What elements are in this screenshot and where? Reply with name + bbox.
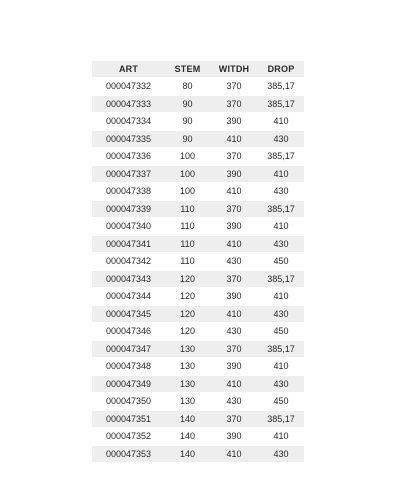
- cell-width: 390: [210, 358, 258, 376]
- cell-art: 000047338: [92, 183, 165, 201]
- cell-width: 390: [210, 165, 258, 183]
- cell-stem: 110: [165, 218, 210, 236]
- cell-stem: 120: [165, 288, 210, 306]
- table-row: [92, 78, 304, 96]
- cell-width: 410: [210, 130, 258, 148]
- cell-stem: 140: [165, 445, 210, 463]
- cell-art: 000047349: [92, 375, 165, 393]
- table-row: [92, 323, 304, 341]
- header-art: ART: [92, 61, 165, 78]
- cell-stem: 90: [165, 95, 210, 113]
- cell-stem: 110: [165, 235, 210, 253]
- cell-drop: 410: [258, 428, 304, 446]
- cell-art: 000047337: [92, 165, 165, 183]
- cell-stem: 140: [165, 428, 210, 446]
- cell-width: 390: [210, 428, 258, 446]
- cell-drop: 450: [258, 253, 304, 271]
- cell-drop: 430: [258, 130, 304, 148]
- cell-drop: 385,17: [258, 270, 304, 288]
- table-row: [92, 340, 304, 358]
- table-body: [92, 78, 304, 463]
- cell-width: 430: [210, 323, 258, 341]
- cell-width: 390: [210, 288, 258, 306]
- cell-art: 000047334: [92, 113, 165, 131]
- cell-width: 370: [210, 78, 258, 96]
- cell-width: 390: [210, 218, 258, 236]
- spec-table: [92, 61, 304, 463]
- cell-drop: 410: [258, 288, 304, 306]
- cell-art: 000047353: [92, 445, 165, 463]
- table-row: [92, 130, 304, 148]
- cell-stem: 90: [165, 130, 210, 148]
- table-row: [92, 305, 304, 323]
- cell-drop: 450: [258, 393, 304, 411]
- cell-drop: 430: [258, 235, 304, 253]
- cell-art: 000047339: [92, 200, 165, 218]
- table-row: [92, 253, 304, 271]
- cell-drop: 410: [258, 113, 304, 131]
- cell-width: 430: [210, 393, 258, 411]
- cell-stem: 100: [165, 165, 210, 183]
- cell-drop: 385,17: [258, 78, 304, 96]
- cell-art: 000047350: [92, 393, 165, 411]
- cell-drop: 410: [258, 165, 304, 183]
- table-row: [92, 200, 304, 218]
- table-row: [92, 428, 304, 446]
- table-row: [92, 358, 304, 376]
- cell-art: 000047333: [92, 95, 165, 113]
- cell-art: 000047332: [92, 78, 165, 96]
- table-row: [92, 165, 304, 183]
- cell-width: 370: [210, 340, 258, 358]
- cell-stem: 90: [165, 113, 210, 131]
- cell-stem: 130: [165, 340, 210, 358]
- cell-width: 430: [210, 253, 258, 271]
- cell-drop: 385,17: [258, 410, 304, 428]
- cell-drop: 385,17: [258, 148, 304, 166]
- cell-drop: 385,17: [258, 340, 304, 358]
- cell-art: 000047340: [92, 218, 165, 236]
- cell-stem: 140: [165, 410, 210, 428]
- cell-width: 370: [210, 410, 258, 428]
- table-row: [92, 235, 304, 253]
- cell-stem: 120: [165, 270, 210, 288]
- cell-width: 370: [210, 95, 258, 113]
- cell-width: 410: [210, 305, 258, 323]
- header-row: [92, 61, 304, 78]
- cell-art: 000047342: [92, 253, 165, 271]
- cell-drop: 385,17: [258, 200, 304, 218]
- table-row: [92, 410, 304, 428]
- cell-width: 410: [210, 235, 258, 253]
- cell-drop: 430: [258, 445, 304, 463]
- cell-art: 000047343: [92, 270, 165, 288]
- cell-stem: 130: [165, 393, 210, 411]
- cell-width: 370: [210, 270, 258, 288]
- table-row: [92, 393, 304, 411]
- cell-art: 000047347: [92, 340, 165, 358]
- cell-width: 410: [210, 375, 258, 393]
- cell-drop: 410: [258, 358, 304, 376]
- table-row: [92, 183, 304, 201]
- cell-drop: 410: [258, 218, 304, 236]
- cell-drop: 430: [258, 375, 304, 393]
- cell-art: 000047335: [92, 130, 165, 148]
- cell-stem: 120: [165, 323, 210, 341]
- cell-stem: 130: [165, 358, 210, 376]
- table-row: [92, 113, 304, 131]
- cell-art: 000047344: [92, 288, 165, 306]
- cell-stem: 80: [165, 78, 210, 96]
- cell-stem: 120: [165, 305, 210, 323]
- cell-width: 410: [210, 183, 258, 201]
- cell-art: 000047336: [92, 148, 165, 166]
- cell-art: 000047345: [92, 305, 165, 323]
- cell-drop: 450: [258, 323, 304, 341]
- table-row: [92, 95, 304, 113]
- cell-drop: 430: [258, 183, 304, 201]
- cell-art: 000047341: [92, 235, 165, 253]
- cell-stem: 100: [165, 183, 210, 201]
- table-header: [92, 61, 304, 78]
- cell-width: 390: [210, 113, 258, 131]
- table-row: [92, 148, 304, 166]
- table-row: [92, 445, 304, 463]
- cell-art: 000047351: [92, 410, 165, 428]
- cell-width: 410: [210, 445, 258, 463]
- header-width: WITDH: [210, 61, 258, 78]
- cell-drop: 430: [258, 305, 304, 323]
- header-stem: STEM: [165, 61, 210, 78]
- table-row: [92, 288, 304, 306]
- cell-drop: 385,17: [258, 95, 304, 113]
- header-drop: DROP: [258, 61, 304, 78]
- cell-art: 000047352: [92, 428, 165, 446]
- cell-art: 000047348: [92, 358, 165, 376]
- cell-stem: 100: [165, 148, 210, 166]
- table-row: [92, 218, 304, 236]
- cell-width: 370: [210, 148, 258, 166]
- table-row: [92, 375, 304, 393]
- cell-art: 000047346: [92, 323, 165, 341]
- cell-stem: 110: [165, 200, 210, 218]
- cell-stem: 130: [165, 375, 210, 393]
- table-row: [92, 270, 304, 288]
- cell-stem: 110: [165, 253, 210, 271]
- cell-width: 370: [210, 200, 258, 218]
